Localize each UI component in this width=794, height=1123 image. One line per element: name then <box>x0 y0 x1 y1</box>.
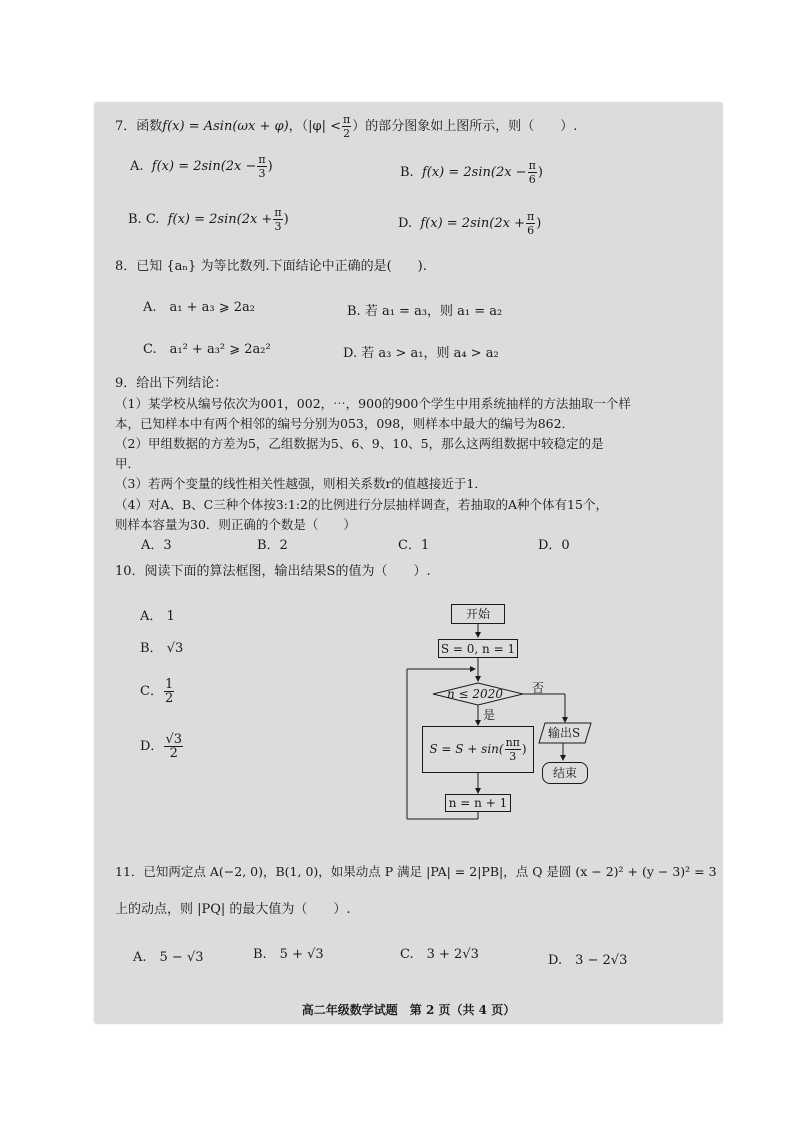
flow-output-text: 输出S <box>548 726 581 740</box>
q7-option-a[interactable]: A. f(x) = 2sin(2x − $\frac{\pi}{3}$ ) <box>130 153 273 180</box>
flow-increment-box: n = n + 1 <box>445 794 511 812</box>
flowchart-connectors <box>405 601 615 821</box>
flow-body-box: S = S + sin( $\frac{n\pi}{3}$ ) <box>422 726 534 773</box>
flow-no-label: 否 <box>532 681 545 695</box>
q9-option-d[interactable]: D．0 <box>538 538 570 553</box>
q10-option-b[interactable]: B． √3 <box>140 641 184 656</box>
flow-init-box: S = 0, n = 1 <box>438 639 518 658</box>
flowchart <box>405 601 615 821</box>
q9-line-7: 则样本容量为30．则正确的个数是（ ） <box>115 517 356 532</box>
q11-option-c[interactable]: C. 3 + 2√3 <box>400 947 479 962</box>
q10-option-a[interactable]: A． 1 <box>140 609 175 624</box>
q11-option-b[interactable]: B. 5 + √3 <box>253 947 324 962</box>
q7-stem: 7．函数f(x) = Asin(ωx + φ)，（|φ| < $\frac{\pi}{2}$ ）的部分图象如上图所示，则（ ）. <box>115 113 578 140</box>
q9-line-3: （2）甲组数据的方差为5，乙组数据为5、6、9、10、5，那么这两组数据中较稳定的是 <box>115 436 604 451</box>
q11-line-1: 11．已知两定点 A(−2, 0)，B(1, 0)，如果动点 P 满足 |PA| = 2|PB|，点 Q 是圆 (x − 2)² + (y − 3)² = 3 <box>115 864 717 879</box>
q9-option-c[interactable]: C．1 <box>398 538 430 553</box>
q10-option-c[interactable]: C． $\frac{1}{2}$ <box>140 677 174 706</box>
q8-stem: 8．已知 {aₙ} 为等比数列.下面结论中正确的是( ). <box>115 259 427 274</box>
flow-start-box: 开始 <box>451 604 505 624</box>
q8-option-b[interactable]: B. 若 a₁ = a₃，则 a₁ = a₂ <box>347 304 503 319</box>
q9-line-5: （3）若两个变量的线性相关性越强，则相关系数r的值越接近于1． <box>115 476 487 491</box>
q11-option-d[interactable]: D. 3 − 2√3 <box>548 953 628 968</box>
flow-end-box: 结束 <box>542 762 588 784</box>
q7-option-c[interactable]: B. C. f(x) = 2sin(2x + $\frac{\pi}{3}$ ) <box>128 206 289 233</box>
q8-option-a[interactable]: A. a₁ + a₃ ⩾ 2a₂ <box>143 300 255 315</box>
q11-option-a[interactable]: A. 5 − √3 <box>133 950 204 965</box>
q10-stem: 10．阅读下面的算法框图，输出结果S的值为（ ）. <box>115 564 431 579</box>
q9-option-b[interactable]: B．2 <box>257 538 288 553</box>
q8-option-c[interactable]: C. a₁² + a₃² ⩾ 2a₂² <box>143 342 271 357</box>
q11-line-2: 上的动点，则 |PQ| 的最大值为（ ）. <box>115 902 351 917</box>
q9-line-6: （4）对A、B、C三种个体按3:1:2的比例进行分层抽样调查，若抽取的A种个体有15个， <box>115 497 608 512</box>
q9-line-2: 本，已知样本中有两个相邻的编号分别为053，098，则样本中最大的编号为862． <box>115 416 575 431</box>
q9-line-4: 甲． <box>115 456 141 471</box>
flow-yes-label: 是 <box>483 708 496 722</box>
flow-condition-text: n ≤ 2020 <box>447 687 503 701</box>
q9-stem: 9．给出下列结论： <box>115 376 228 391</box>
q9-line-1: （1）某学校从编号依次为001，002，⋯，900的900个学生中用系统抽样的方法抽取一个样 <box>115 396 631 411</box>
q10-option-d[interactable]: D． $\frac{√3}{2}$ <box>140 732 182 761</box>
q9-option-a[interactable]: A．3 <box>141 538 172 553</box>
page-footer: 高二年级数学试题 第 2 页（共 4 页） <box>301 1003 516 1017</box>
q7-option-d[interactable]: D. f(x) = 2sin(2x + $\frac{\pi}{6}$ ) <box>398 210 542 237</box>
exam-page <box>95 103 722 1023</box>
q8-option-d[interactable]: D. 若 a₃ > a₁，则 a₄ > a₂ <box>343 346 499 361</box>
q7-option-b[interactable]: B. f(x) = 2sin(2x − $\frac{\pi}{6}$ ) <box>400 159 543 186</box>
